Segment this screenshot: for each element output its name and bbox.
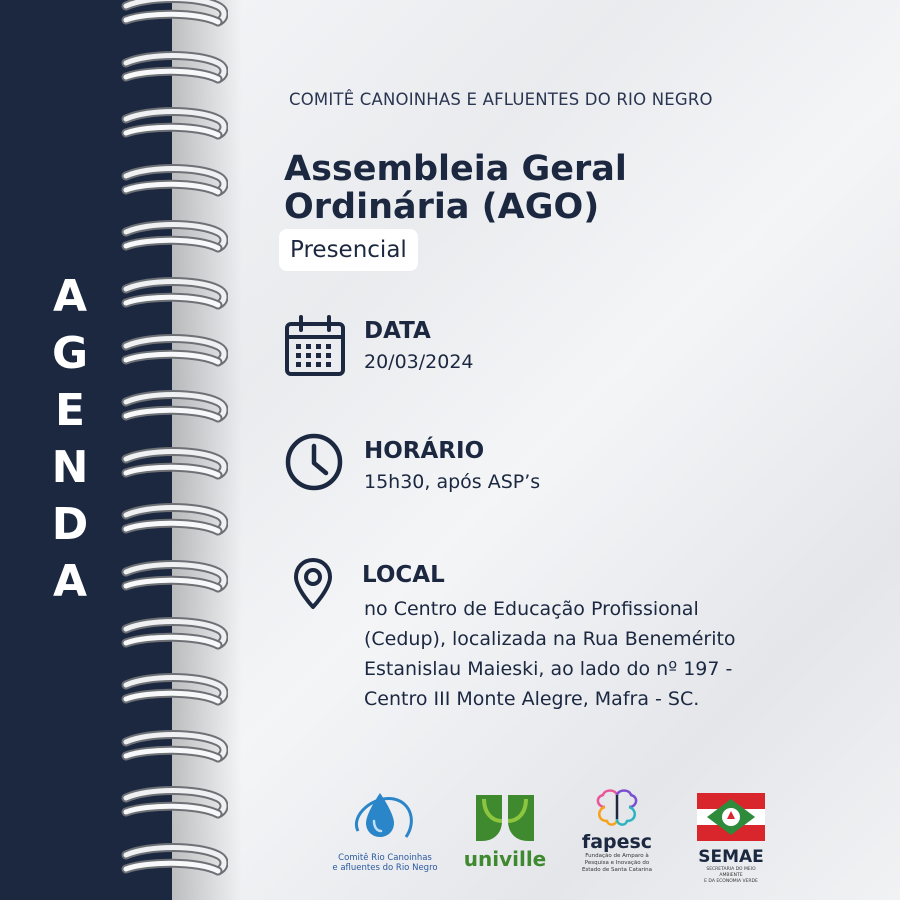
spiral-ring — [118, 503, 228, 543]
comite-logo-caption — [330, 853, 440, 873]
univille-wordmark: univille — [463, 847, 547, 871]
time-value: 15h30, após ASP’s — [364, 471, 541, 493]
agenda-letter: N — [51, 442, 89, 493]
fapesc-caption — [577, 853, 657, 874]
spiral-ring — [118, 447, 228, 487]
place-address-line: no Centro de Educação Profissional — [364, 598, 699, 620]
comite-logo-line: e afluentes do Rio Negro — [332, 863, 438, 873]
place-address-line: Centro III Monte Alegre, Mafra - SC. — [364, 688, 700, 710]
santa-catarina-flag-icon — [695, 791, 767, 843]
event-title-line: Ordinária (AGO) — [284, 187, 600, 227]
semae-caption-line: SECRETARIA DO MEIO AMBIENTE — [706, 867, 756, 878]
spiral-ring — [118, 107, 228, 147]
committee-name: COMITÊ CANOINHAS E AFLUENTES DO RIO NEGRO — [289, 90, 713, 109]
fapesc-wordmark: fapesc — [581, 831, 653, 853]
fapesc-caption-line: Pesquisa e Inovação do — [584, 860, 650, 866]
agenda-vertical-text — [48, 268, 92, 610]
spiral-ring — [118, 277, 228, 317]
spiral-ring — [118, 164, 228, 204]
spiral-ring — [118, 51, 228, 91]
fapesc-caption-line: Fundação de Amparo à — [585, 853, 649, 859]
agenda-letter: G — [51, 328, 89, 379]
spiral-ring — [118, 334, 228, 374]
semae-caption-line: E DA ECONOMIA VERDE — [704, 879, 758, 884]
clock-icon — [284, 432, 344, 492]
place-address-line: Estanislau Maieski, ao lado do nº 197 - — [364, 658, 733, 680]
semae-caption — [695, 867, 767, 885]
partner-logos — [330, 785, 800, 885]
spiral-ring — [118, 0, 228, 34]
fapesc-caption-line: Estado de Santa Catarina — [581, 867, 653, 873]
semae-wordmark: SEMAE — [698, 847, 764, 867]
date-label: DATA — [364, 318, 431, 344]
time-label: HORÁRIO — [364, 438, 485, 464]
spiral-ring — [118, 673, 228, 713]
place-address — [364, 594, 736, 714]
spiral-ring — [118, 390, 228, 430]
comite-logo — [330, 785, 440, 885]
fapesc-logo — [577, 789, 657, 879]
brain-icon — [577, 789, 657, 827]
spiral-binding — [118, 0, 238, 900]
location-pin-icon — [292, 557, 334, 611]
water-drop-icon — [330, 785, 440, 847]
date-value: 20/03/2024 — [364, 351, 474, 373]
spiral-ring — [118, 220, 228, 260]
place-label: LOCAL — [362, 562, 445, 588]
mode-badge: Presencial — [279, 229, 418, 271]
event-title — [284, 150, 627, 226]
agenda-letter: D — [51, 499, 89, 550]
spiral-ring — [118, 560, 228, 600]
calendar-icon — [284, 315, 346, 377]
agenda-letter: A — [52, 271, 88, 322]
semae-logo — [695, 791, 767, 884]
event-title-line: Assembleia Geral — [284, 149, 627, 189]
agenda-letter: A — [52, 556, 88, 607]
spiral-ring — [118, 843, 228, 883]
comite-logo-line: Comitê Rio Canoinhas — [338, 853, 432, 863]
spiral-ring — [118, 730, 228, 770]
univille-leaf-icon — [460, 791, 550, 843]
spiral-ring — [118, 617, 228, 657]
spiral-ring — [118, 786, 228, 826]
agenda-letter: E — [54, 385, 86, 436]
place-address-line: (Cedup), localizada na Rua Benemérito — [364, 628, 736, 650]
univille-logo — [460, 791, 550, 881]
